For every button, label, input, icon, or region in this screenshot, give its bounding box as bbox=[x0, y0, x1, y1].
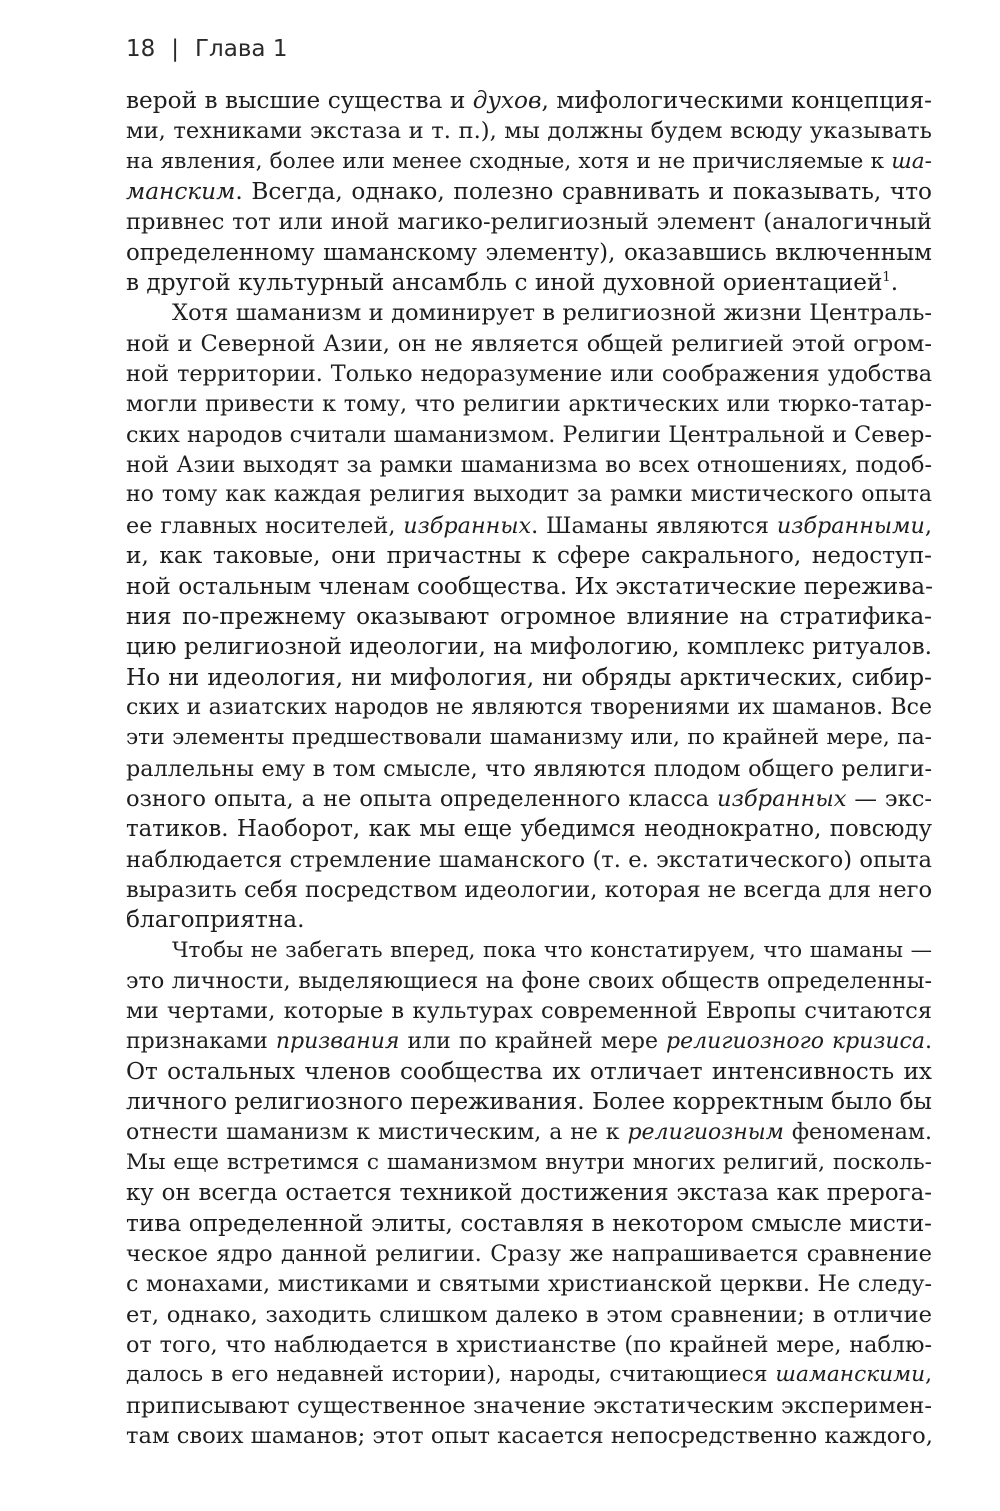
text-line: верой в высшие существа и духов, мифологическими концепция- bbox=[126, 87, 932, 114]
footnote-marker: 1 bbox=[882, 270, 891, 286]
text-line: Но ни идеология, ни мифология, ни обряды арктических, сибир- bbox=[126, 663, 932, 691]
text-line: там своих шаманов; этот опыт касается непосредственно каждого, bbox=[126, 1423, 933, 1450]
text-line: на явления, более или менее сходные, хотя и не причисляемые к ша- bbox=[126, 148, 932, 174]
text-line: ми чертами, которые в культурах современной Европы считаются bbox=[126, 998, 932, 1025]
text-line: эти элементы предшествовали шаманизму или, по крайней мере, па- bbox=[126, 725, 932, 751]
text-line: определенному шаманскому элементу), оказавшись включенным bbox=[126, 239, 932, 266]
chapter-title: Глава 1 bbox=[195, 36, 288, 62]
running-header bbox=[126, 36, 287, 62]
text-line: в другой культурный ансамбль с иной духовной ориентацией$^1$. bbox=[126, 269, 899, 297]
text-line: с монахами, мистиками и святыми христианской церкви. Не следу- bbox=[126, 1271, 932, 1298]
text-line: от того, что наблюдается в христианстве (по крайней мере, наблю- bbox=[126, 1332, 932, 1359]
text-line: ми, техниками экстаза и т. п.), мы должны будем всюду указывать bbox=[126, 118, 932, 145]
text-line: манским. Всегда, однако, полезно сравнивать и показывать, что bbox=[126, 178, 932, 206]
text-line: приписывают существенное значение экстатическим эксперимен- bbox=[126, 1392, 932, 1419]
text-line: От остальных членов сообщества их отличает интенсивность их bbox=[126, 1058, 932, 1085]
text-line: благоприятна. bbox=[126, 906, 305, 934]
text-line: ческое ядро данной религии. Сразу же напрашивается сравнение bbox=[126, 1241, 932, 1268]
page-number: 18 bbox=[126, 36, 156, 62]
text-line: выразить себя посредством идеологии, которая не всегда для него bbox=[126, 876, 933, 903]
text-line: ной территории. Только недоразумение или соображения удобства bbox=[126, 361, 932, 388]
text-line: личного религиозного переживания. Более корректным было бы bbox=[126, 1088, 932, 1116]
text-line: Мы еще встретимся с шаманизмом внутри многих религий, посколь- bbox=[126, 1150, 932, 1176]
text-line: это личности, выделяющиеся на фоне своих обществ определенны- bbox=[126, 967, 932, 994]
text-line: ских и азиатских народов не являются творениями их шаманов. Все bbox=[126, 694, 932, 720]
text-line: Чтобы не забегать вперед, пока что констатируем, что шаманы — bbox=[172, 937, 932, 963]
text-line: ной и Северной Азии, он не является общей религией этой огром- bbox=[126, 330, 932, 357]
text-line: ее главных носителей, избранных. Шаманы являются избранными, bbox=[126, 512, 932, 539]
text-line: и, как таковые, они причастны к сфере сакрального, недоступ- bbox=[126, 542, 932, 570]
text-line: озного опыта, а не опыта определенного класса избранных — экс- bbox=[126, 785, 932, 812]
text-line: могли привести к тому, что религии арктических или тюрко-татар- bbox=[126, 391, 932, 418]
text-line: ния по-прежнему оказывают огромное влияние на стратифика- bbox=[126, 602, 932, 630]
text-line: Хотя шаманизм и доминирует в религиозной жизни Централь- bbox=[172, 300, 932, 327]
text-line: отнести шаманизм к мистическим, а не к религиозным феноменам. bbox=[126, 1119, 932, 1145]
header-separator: | bbox=[171, 36, 180, 62]
text-line: ет, однако, заходить слишком далеко в этом сравнении; в отличие bbox=[126, 1301, 932, 1328]
text-line: далось в его недавней истории), народы, считающиеся шаманскими, bbox=[126, 1362, 932, 1388]
text-line: признаками призвания или по крайней мере религиозного кризиса. bbox=[126, 1028, 932, 1054]
text-line: наблюдается стремление шаманского (т. е. экстатического) опыта bbox=[126, 846, 932, 873]
body-text bbox=[126, 86, 932, 1451]
text-line: татиков. Наоборот, как мы еще убедимся неоднократно, повсюду bbox=[126, 816, 932, 843]
text-line: ной Азии выходят за рамки шаманизма во всех отношениях, подоб- bbox=[126, 452, 932, 479]
text-line: тива определенной элиты, составляя в некотором смысле мисти- bbox=[126, 1209, 932, 1237]
text-line: цию религиозной идеологии, на мифологию, комплекс ритуалов. bbox=[126, 633, 932, 661]
text-line: ку он всегда остается техникой достижения экстаза как прерога- bbox=[126, 1180, 932, 1207]
text-line: но тому как каждая религия выходит за рамки мистического опыта bbox=[126, 482, 932, 508]
text-line: ной остальным членам сообщества. Их экстатические пережива- bbox=[126, 572, 933, 600]
text-line: привнес тот или иной магико-религиозный элемент (аналогичный bbox=[126, 209, 932, 236]
text-line: раллельны ему в том смысле, что являются плодом общего религи- bbox=[126, 755, 932, 782]
text-line: ских народов считали шаманизмом. Религии Центральной и Север- bbox=[126, 421, 932, 448]
